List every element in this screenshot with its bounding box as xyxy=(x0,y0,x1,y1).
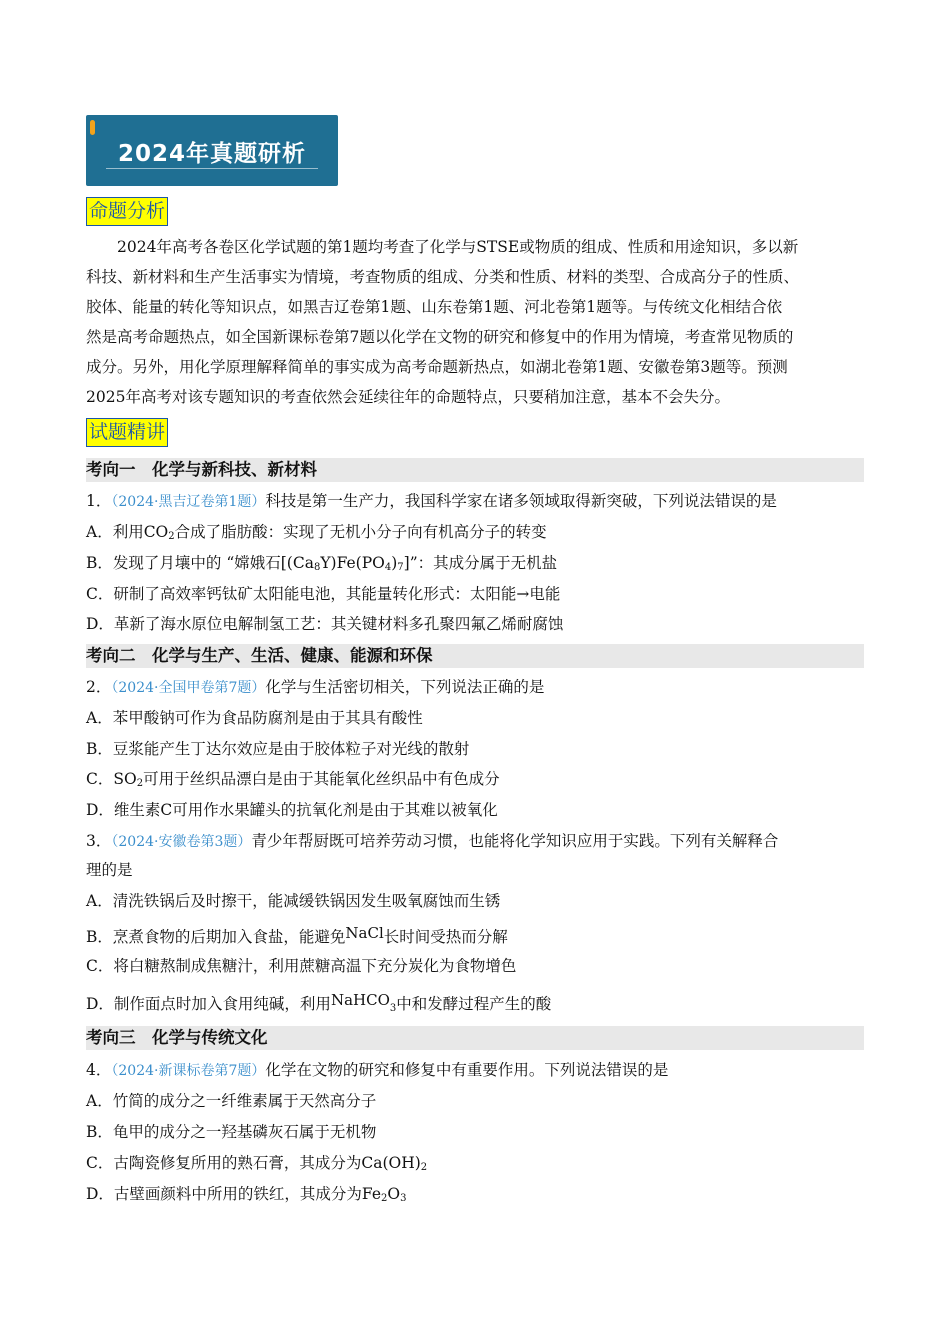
option-c: C．古陶瓷修复所用的熟石膏，其成分为$Ca(OH)_2$ xyxy=(86,1154,428,1173)
option-a: A．利用$CO_2$合成了脂肪酸：实现了无机小分子向有机高分子的转变 xyxy=(86,523,547,542)
section-title: 考向二 化学与生产、生活、健康、能源和环保 xyxy=(86,644,864,668)
lecture-heading: 试题精讲 xyxy=(86,418,168,447)
analysis-line: 2025年高考对该专题知识的考查依然会延续往年的命题特点，只要稍加注意，基本不会失分。 xyxy=(86,388,730,406)
option-a: A．苯甲酸钠可作为食品防腐剂是由于其具有酸性 xyxy=(86,709,423,727)
option-b: B．烹煮食物的后期加入食盐，能避免NaCl长时间受热而分解 xyxy=(86,924,508,946)
question-stem xyxy=(86,830,876,853)
analysis-line: 2024年高考各卷区化学试题的第1题均考查了化学与STSE或物质的组成、性质和用途知识，多以新 xyxy=(117,238,799,256)
question-stem xyxy=(86,676,876,699)
option-c: C．将白糖熬制成焦糖汁，利用蔗糖高温下充分炭化为食物增色 xyxy=(86,957,517,975)
analysis-line: 然是高考命题热点，如全国新课标卷第7题以化学在文物的研究和修复中的作用为情境，考查常见物质的 xyxy=(86,328,794,346)
question-number: 3． xyxy=(86,832,112,850)
option-b: B．豆浆能产生丁达尔效应是由于胶体粒子对光线的散射 xyxy=(86,740,470,758)
question-stem xyxy=(86,490,876,513)
option-d: D．制作面点时加入食用纯碱，利用NaHCO$_3$中和发酵过程产生的酸 xyxy=(86,991,552,1014)
question-text: 青少年帮厨既可培养劳动习惯，也能将化学知识应用于实践。下列有关解释合 xyxy=(251,832,779,850)
analysis-line: 科技、新材料和生产生活事实为情境，考查物质的组成、分类和性质、材料的类型、合成高分子的性质、 xyxy=(86,268,800,286)
option-a: A．竹简的成分之一纤维素属于天然高分子 xyxy=(86,1092,377,1110)
analysis-heading: 命题分析 xyxy=(86,197,168,226)
question-source: （2024·新课标卷第7题） xyxy=(111,1063,266,1079)
question-stem xyxy=(86,1059,876,1082)
banner-accent xyxy=(90,120,95,135)
question-number: 2． xyxy=(86,678,112,696)
option-b: B．发现了月壤中的 “嫦娥石$[(Ca_8Y)Fe(PO_4)_7]$”：其成分属于无机盐 xyxy=(86,554,558,573)
option-d: D．革新了海水原位电解制氢工艺：其关键材料多孔聚四氟乙烯耐腐蚀 xyxy=(86,615,564,633)
analysis-line: 胶体、能量的转化等知识点，如黑吉辽卷第1题、山东卷第1题、河北卷第1题等。与传统文化相结合依 xyxy=(86,298,783,316)
option-b: B．龟甲的成分之一羟基磷灰石属于无机物 xyxy=(86,1123,377,1141)
question-text: 化学在文物的研究和修复中有重要作用。下列说法错误的是 xyxy=(265,1061,669,1079)
option-d: D．古壁画颜料中所用的铁红，其成分为$Fe_2O_3$ xyxy=(86,1185,407,1204)
section-title: 考向一 化学与新科技、新材料 xyxy=(86,458,864,482)
question-text: 化学与生活密切相关，下列说法正确的是 xyxy=(265,678,545,696)
option-c: C．研制了高效率钙钛矿太阳能电池，其能量转化形式：太阳能→电能 xyxy=(86,585,561,603)
analysis-paragraph xyxy=(86,232,864,412)
question-source: （2024·黑吉辽卷第1题） xyxy=(111,494,266,510)
section-banner xyxy=(86,115,338,186)
question-number: 4． xyxy=(86,1061,112,1079)
option-c: C．$SO_2$可用于丝织品漂白是由于其能氧化丝织品中有色成分 xyxy=(86,770,500,789)
option-d: D．维生素C可用作水果罐头的抗氧化剂是由于其难以被氧化 xyxy=(86,801,498,819)
question-text: 科技是第一生产力，我国科学家在诸多领域取得新突破，下列说法错误的是 xyxy=(265,492,777,510)
analysis-line: 成分。另外，用化学原理解释简单的事实成为高考命题新热点，如湖北卷第1题、安徽卷第3题等。预测 xyxy=(86,358,788,376)
question-source: （2024·安徽卷第3题） xyxy=(111,834,252,850)
question-number: 1． xyxy=(86,492,112,510)
question-stem-continued: 理的是 xyxy=(86,861,133,879)
banner-title: 2024年真题研析 xyxy=(117,141,306,167)
option-a: A．清洗铁锅后及时擦干，能减缓铁锅因发生吸氧腐蚀而生锈 xyxy=(86,892,501,910)
banner-underline xyxy=(106,168,318,169)
question-source: （2024·全国甲卷第7题） xyxy=(111,680,266,696)
section-title: 考向三 化学与传统文化 xyxy=(86,1026,864,1050)
